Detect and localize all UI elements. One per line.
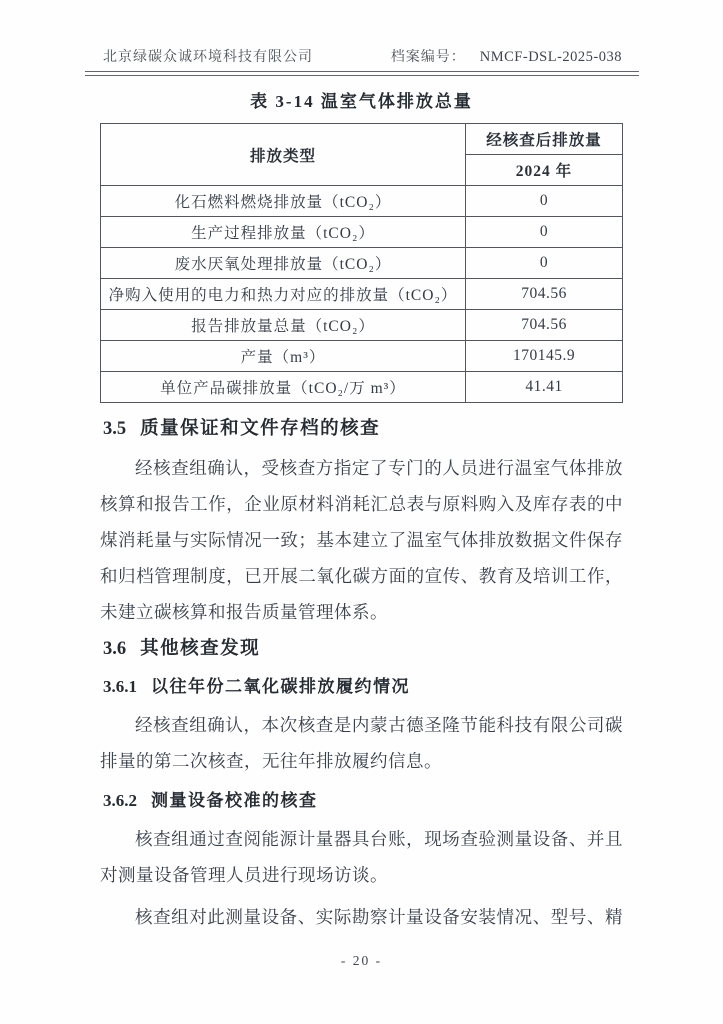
section-title: 其他核查发现 bbox=[140, 639, 261, 659]
section-title: 测量设备校准的核查 bbox=[151, 791, 318, 810]
paragraph-line: 煤消耗量与实际情况一致；基本建立了温室气体排放数据文件保存 bbox=[100, 530, 623, 550]
emissions-table bbox=[100, 123, 623, 403]
header-double-rule bbox=[85, 71, 639, 76]
paragraph-3-6-1 bbox=[100, 707, 623, 779]
paragraph-3-6-2-a bbox=[100, 821, 623, 893]
emission-value-cell: 0 bbox=[466, 217, 623, 248]
paragraph-line: 核查组通过查阅能源计量器具台账，现场查验测量设备、并且 bbox=[135, 829, 623, 849]
emission-type-cell: 净购入使用的电力和热力对应的排放量（tCO₂） bbox=[101, 279, 466, 310]
paragraph-line: 经核查组确认，受核查方指定了专门的人员进行温室气体排放 bbox=[135, 458, 623, 478]
section-title: 以往年份二氧化碳排放履约情况 bbox=[151, 677, 410, 696]
section-heading-3-5 bbox=[103, 416, 623, 442]
table-row bbox=[101, 341, 623, 372]
emission-value-cell: 170145.9 bbox=[466, 341, 623, 372]
page-body bbox=[100, 90, 623, 935]
paragraph-line: 未建立碳核算和报告质量管理体系。 bbox=[100, 602, 388, 622]
paragraph-line: 经核查组确认，本次核查是内蒙古德圣隆节能科技有限公司碳 bbox=[135, 715, 623, 735]
paragraph-line: 和归档管理制度，已开展二氧化碳方面的宣传、教育及培训工作， bbox=[100, 566, 623, 586]
table-caption: 表 3-14 温室气体排放总量 bbox=[250, 92, 473, 111]
paragraph-line: 核查组对此测量设备、实际勘察计量设备安装情况、型号、精 bbox=[135, 907, 623, 927]
section-title: 质量保证和文件存档的核查 bbox=[140, 419, 381, 439]
emission-type-cell: 生产过程排放量（tCO₂） bbox=[101, 217, 466, 248]
page-header bbox=[85, 46, 639, 76]
emission-type-cell: 化石燃料燃烧排放量（tCO₂） bbox=[101, 186, 466, 217]
emission-type-cell: 产量（m³） bbox=[101, 341, 466, 372]
paragraph-line: 对测量设备管理人员进行现场访谈。 bbox=[100, 865, 388, 885]
paragraph-3-6-2-b bbox=[100, 899, 623, 935]
emission-value-cell: 0 bbox=[466, 248, 623, 279]
section-number: 3.6.1 bbox=[103, 677, 137, 696]
section-heading-3-6-1 bbox=[103, 674, 623, 699]
archive-number-label: 档案编号： bbox=[390, 50, 466, 65]
emission-value-cell: 704.56 bbox=[466, 310, 623, 341]
section-number: 3.6 bbox=[103, 639, 127, 659]
archive-number-value: NMCF-DSL-2025-038 bbox=[479, 49, 622, 65]
company-name: 北京绿碳众诚环境科技有限公司 bbox=[103, 50, 313, 65]
table-header-row bbox=[101, 124, 623, 155]
section-heading-3-6-2 bbox=[103, 788, 623, 813]
emission-value-cell: 0 bbox=[466, 186, 623, 217]
table-row bbox=[101, 279, 623, 310]
paragraph-line: 核算和报告工作，企业原材料消耗汇总表与原料购入及库存表的中 bbox=[100, 494, 623, 514]
column-header-emission-type: 排放类型 bbox=[101, 124, 466, 186]
emission-type-cell: 报告排放量总量（tCO₂） bbox=[101, 310, 466, 341]
section-number: 3.6.2 bbox=[103, 791, 137, 810]
table-row bbox=[101, 372, 623, 403]
table-row bbox=[101, 186, 623, 217]
emission-value-cell: 41.41 bbox=[466, 372, 623, 403]
column-header-year: 2024 年 bbox=[466, 155, 623, 186]
column-header-verified-emission: 经核查后排放量 bbox=[466, 124, 623, 155]
section-number: 3.5 bbox=[103, 419, 127, 439]
page-number: - 20 - bbox=[340, 953, 383, 968]
emission-type-cell: 单位产品碳排放量（tCO₂/万 m³） bbox=[101, 372, 466, 403]
section-heading-3-6 bbox=[103, 636, 623, 662]
table-row bbox=[101, 310, 623, 341]
emission-value-cell: 704.56 bbox=[466, 279, 623, 310]
emission-type-cell: 废水厌氧处理排放量（tCO₂） bbox=[101, 248, 466, 279]
paragraph-line: 排量的第二次核查，无往年排放履约信息。 bbox=[100, 751, 442, 771]
table-row bbox=[101, 217, 623, 248]
table-row bbox=[101, 248, 623, 279]
paragraph-3-5 bbox=[100, 450, 623, 630]
